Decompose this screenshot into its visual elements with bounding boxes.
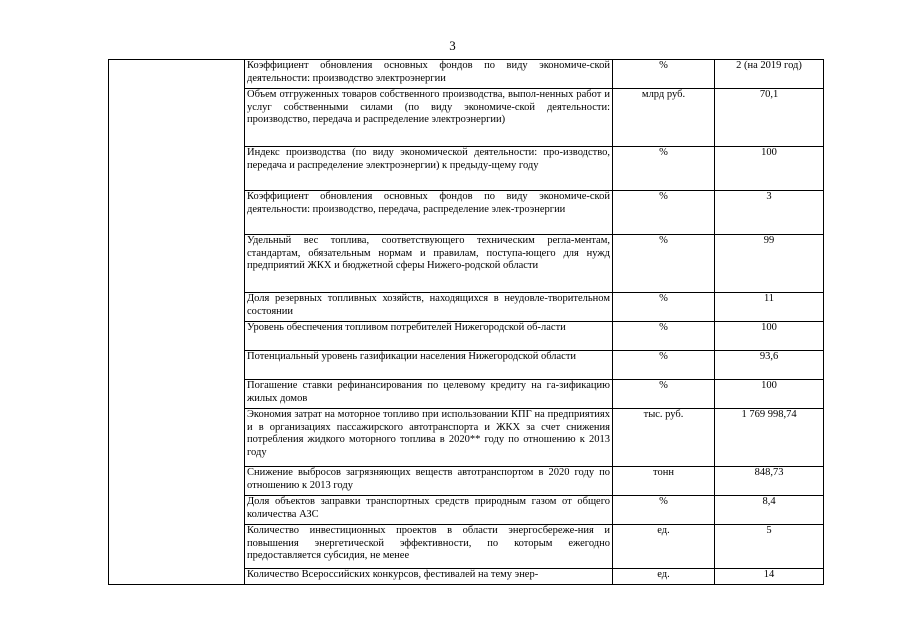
unit-cell: % [613,380,715,409]
value-cell: 14 [715,569,824,585]
indicator-cell: Количество инвестиционных проектов в области энергосбереже-ния и повышения энергетической эффективности, по которым ежегодно предоставляется субсидия, не менее [245,525,613,569]
indicator-cell: Количество Всероссийских конкурсов, фестивалей на тему энер- [245,569,613,585]
unit-cell: % [613,235,715,293]
indicator-cell: Доля объектов заправки транспортных средств природным газом от общего количества АЗС [245,496,613,525]
indicator-cell: Объем отгруженных товаров собственного производства, выпол-ненных работ и услуг собственными силами (по виду экономиче-ской деятельности: производство, передача и распределение электроэнергии) [245,89,613,147]
table-row [109,60,824,89]
unit-cell: % [613,496,715,525]
value-cell: 11 [715,293,824,322]
indicator-cell: Удельный вес топлива, соответствующего техническим регла-ментам, стандартам, обязательным нормам и правилам, поступа-ющего для нужд предприятий ЖКХ и бюджетной сферы Нижего-родской области [245,235,613,293]
unit-cell: % [613,293,715,322]
unit-cell: % [613,322,715,351]
unit-cell: млрд руб. [613,89,715,147]
indicator-cell: Снижение выбросов загрязняющих веществ автотранспортом в 2020 году по отношению к 2013 году [245,467,613,496]
value-cell: 5 [715,525,824,569]
unit-cell: тыс. руб. [613,409,715,467]
value-cell: 70,1 [715,89,824,147]
value-cell: 99 [715,235,824,293]
value-cell: 93,6 [715,351,824,380]
indicator-cell: Индекс производства (по виду экономической деятельности: про-изводство, передача и распределение электроэнергии) к предыду-щему году [245,147,613,191]
unit-cell: % [613,351,715,380]
value-cell: 2 (на 2019 год) [715,60,824,89]
value-cell: 100 [715,380,824,409]
indicator-cell: Экономия затрат на моторное топливо при использовании КПГ на предприятиях и в организациях пассажирского автотранспорта и ЖКХ за счет снижения потребления жидкого моторного топлива в 2020** году по отношению к 2013 году [245,409,613,467]
unit-cell: ед. [613,525,715,569]
value-cell: 8,4 [715,496,824,525]
indicator-cell: Уровень обеспечения топливом потребителей Нижегородской об-ласти [245,322,613,351]
value-cell: 1 769 998,74 [715,409,824,467]
indicator-cell: Потенциальный уровень газификации населения Нижегородской области [245,351,613,380]
indicator-cell: Коэффициент обновления основных фондов по виду экономиче-ской деятельности: производство электроэнергии [245,60,613,89]
value-cell: 100 [715,147,824,191]
unit-cell: % [613,147,715,191]
value-cell: 848,73 [715,467,824,496]
value-cell: 3 [715,191,824,235]
page-number: 3 [449,38,456,53]
indicators-table [108,59,824,585]
indicator-cell: Погашение ставки рефинансирования по целевому кредиту на га-зификацию жилых домов [245,380,613,409]
unit-cell: тонн [613,467,715,496]
indicator-cell: Доля резервных топливных хозяйств, находящихся в неудовле-творительном состоянии [245,293,613,322]
indicator-cell: Коэффициент обновления основных фондов по виду экономиче-ской деятельности: производство, передача, распределение элек-троэнергии [245,191,613,235]
unit-cell: % [613,191,715,235]
unit-cell: ед. [613,569,715,585]
value-cell: 100 [715,322,824,351]
unit-cell: % [613,60,715,89]
empty-first-column [109,60,245,585]
